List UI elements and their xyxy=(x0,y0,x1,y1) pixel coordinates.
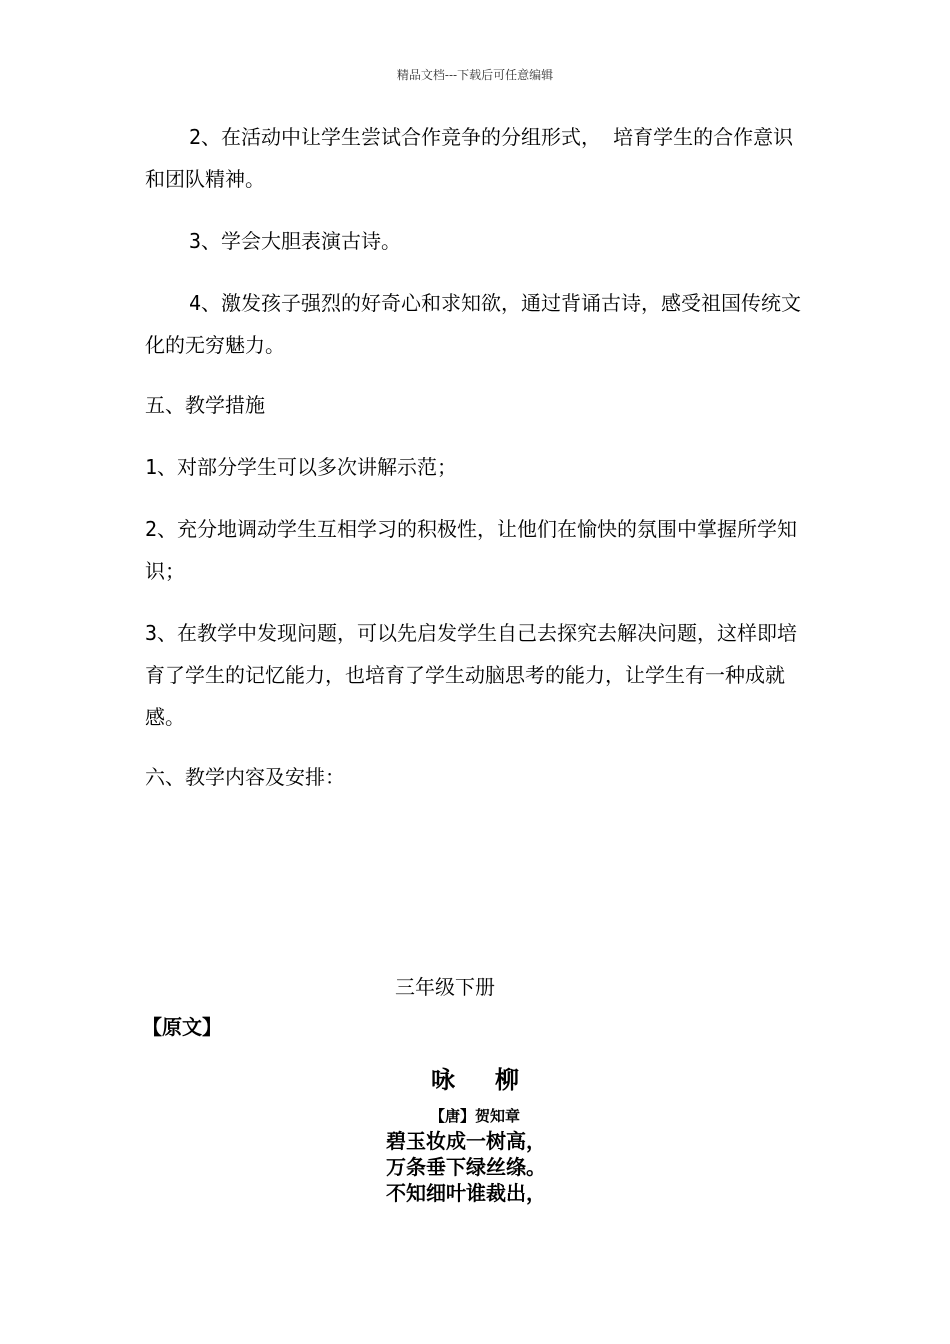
paragraph-text: 2、在活动中让学生尝试合作竞争的分组形式， 培育学生的合作意识和团队精神。 xyxy=(145,125,794,191)
paragraph-goal-4 xyxy=(145,282,810,366)
poem-line: 不知细叶谁裁出， xyxy=(386,1181,546,1205)
poem-body xyxy=(386,1128,546,1206)
paragraph-measure-2 xyxy=(145,508,810,592)
section-heading-text: 六、教学内容及安排： xyxy=(145,765,345,789)
paragraph-goal-3 xyxy=(145,220,810,262)
poem-title xyxy=(0,1062,950,1098)
poem-line: 万条垂下绿丝绦。 xyxy=(386,1155,546,1179)
section-heading-measures xyxy=(145,384,810,426)
grade-title: 三年级下册 xyxy=(395,975,495,999)
section-heading-content xyxy=(145,756,810,798)
paragraph-text: 3、在教学中发现问题，可以先启发学生自己去探究去解决问题，这样即培育了学生的记忆能力，也培育了学生动脑思考的能力，让学生有一种成就感。 xyxy=(145,621,798,729)
paragraph-measure-1 xyxy=(145,446,810,488)
poem-title-part: 柳 xyxy=(495,1066,519,1094)
poem-line: 碧玉妆成一树高， xyxy=(386,1129,546,1153)
poem-title-part: 咏 xyxy=(431,1066,455,1094)
paragraph-text: 1、对部分学生可以多次讲解示范； xyxy=(145,455,458,479)
paragraph-measure-3 xyxy=(145,612,810,738)
page-header: 精品文档---下载后可任意编辑 xyxy=(396,68,554,82)
original-text-label: 【原文】 xyxy=(142,1015,222,1039)
section-heading-text: 五、教学措施 xyxy=(145,393,265,417)
paragraph-goal-2 xyxy=(145,116,810,200)
paragraph-text: 2、充分地调动学生互相学习的积极性，让他们在愉快的氛围中掌握所学知识； xyxy=(145,517,798,583)
paragraph-text: 4、激发孩子强烈的好奇心和求知欲，通过背诵古诗，感受祖国传统文化的无穷魅力。 xyxy=(145,291,802,357)
poem-author: 【唐】贺知章 xyxy=(429,1107,520,1125)
paragraph-text: 3、学会大胆表演古诗。 xyxy=(189,229,402,253)
